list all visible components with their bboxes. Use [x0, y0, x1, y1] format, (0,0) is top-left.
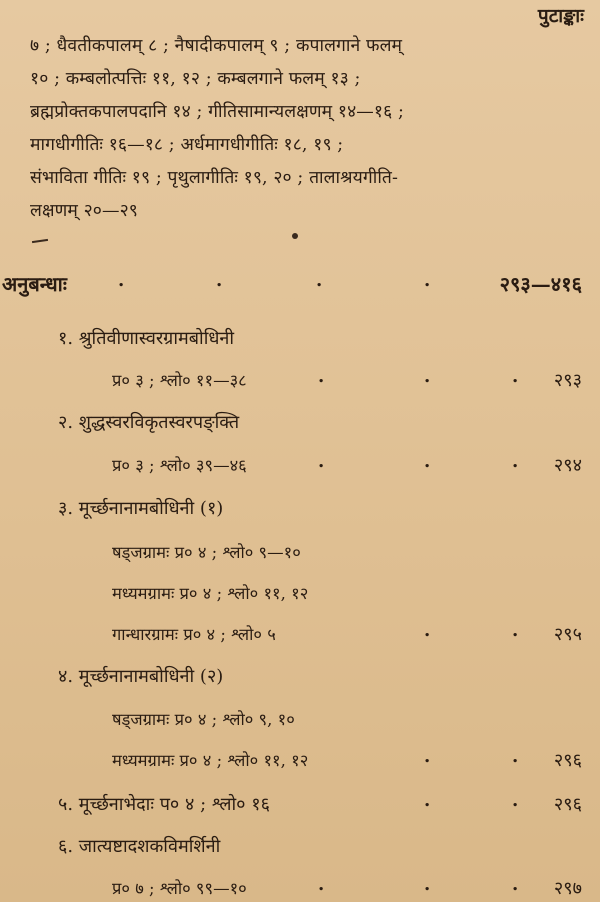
- leader-dot: .: [118, 270, 125, 291]
- page-number: २९३: [553, 370, 582, 391]
- ink-mark: [32, 239, 48, 243]
- page-number: २९५: [553, 624, 582, 645]
- entry-title: २. शुद्धस्वरविकृतस्वरपङ्क्ति: [58, 412, 240, 433]
- leader-dot: .: [318, 366, 325, 387]
- entry-subline: मध्यमग्रामः प्र० ४ ; श्लो० ११, १२: [112, 584, 309, 603]
- leader-dot: .: [316, 270, 323, 291]
- leader-dot: .: [424, 366, 431, 387]
- page-number: २९४: [553, 455, 582, 476]
- entry-subline: षड्जग्रामः प्र० ४ ; श्लो० ९, १०: [112, 710, 295, 729]
- entry-subline: प्र० ७ ; श्लो० ९९—१०: [112, 879, 247, 898]
- leader-dot: .: [512, 620, 519, 641]
- entry-subline: प्र० ३ ; श्लो० ११—३८: [112, 371, 247, 390]
- page-number: २९६: [553, 794, 582, 815]
- entry-title: १. श्रुतिवीणास्वरग्रामबोधिनी: [58, 328, 235, 349]
- ink-dot: [292, 233, 298, 239]
- leader-dot: .: [512, 366, 519, 387]
- contents-line: ब्रह्मप्रोक्तकपालपदानि १४ ; गीतिसामान्यलक्षणम् १४—१६ ;: [30, 102, 404, 122]
- entry-subline: प्र० ३ ; श्लो० ३९—४६: [112, 456, 247, 475]
- entry-subline: षड्जग्रामः प्र० ४ ; श्लो० ९—१०: [112, 543, 301, 562]
- contents-line: संभाविता गीतिः १९ ; पृथुलागीतिः १९, २० ; तालाश्रयगीति-: [30, 168, 399, 188]
- leader-dot: .: [424, 620, 431, 641]
- entry-title: ४. मूर्च्छनानामबोधिनी (२): [58, 666, 224, 687]
- leader-dot: .: [424, 270, 431, 291]
- leader-dot: .: [512, 874, 519, 895]
- leader-dot: .: [512, 790, 519, 811]
- contents-line: लक्षणम् २०—२९: [30, 201, 138, 221]
- leader-dot: .: [424, 790, 431, 811]
- leader-dot: .: [512, 746, 519, 767]
- contents-line: १० ; कम्बलोत्पत्तिः ११, १२ ; कम्बलगाने फलम् १३ ;: [30, 69, 361, 89]
- leader-dot: .: [512, 451, 519, 472]
- section-page-range: २९३—४१६: [499, 272, 582, 296]
- leader-dot: .: [318, 451, 325, 472]
- leader-dot: .: [318, 874, 325, 895]
- entry-subline: गान्धारग्रामः प्र० ४ ; श्लो० ५: [112, 625, 276, 644]
- leader-dot: .: [216, 270, 223, 291]
- leader-dot: .: [424, 746, 431, 767]
- section-title-appendices: अनुबन्धाः: [2, 272, 67, 296]
- page-number: २९६: [553, 750, 582, 771]
- entry-title: ३. मूर्च्छनानामबोधिनी (१): [58, 498, 224, 519]
- page-numbers-heading: पुटाङ्काः: [537, 5, 584, 27]
- entry-title: ६. जात्यष्टादशकविमर्शिनी: [58, 836, 221, 857]
- page-number: २९७: [553, 878, 582, 899]
- contents-line: मागधीगीतिः १६—१८ ; अर्धमागधीगीतिः १८, १९ ;: [30, 135, 344, 155]
- leader-dot: .: [424, 874, 431, 895]
- entry-title: ५. मूर्च्छनाभेदाः प० ४ ; श्लो० १६: [58, 794, 270, 815]
- entry-subline: मध्यमग्रामः प्र० ४ ; श्लो० ११, १२: [112, 751, 309, 770]
- leader-dot: .: [424, 451, 431, 472]
- contents-line: ७ ; धैवतीकपालम् ८ ; नैषादीकपालम् ९ ; कपालगाने फलम्: [30, 36, 403, 56]
